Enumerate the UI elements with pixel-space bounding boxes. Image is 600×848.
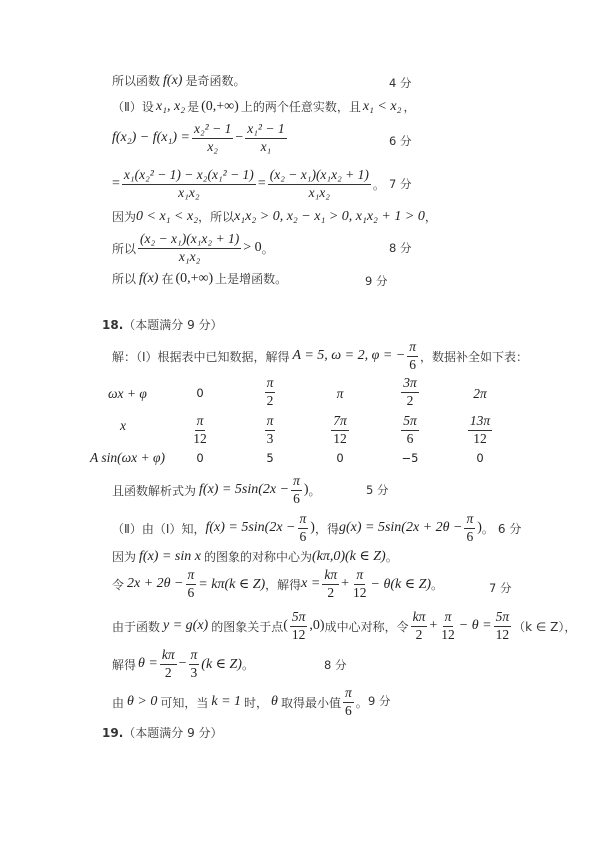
math: x = [301, 576, 321, 592]
text: 所以 [112, 241, 137, 256]
function-expression [112, 474, 321, 507]
score-8: 8 分 [324, 658, 347, 672]
fraction [494, 610, 512, 643]
denominator: 12 [291, 626, 306, 642]
math: = [112, 176, 120, 192]
fraction [268, 168, 371, 201]
math: ) [477, 520, 482, 536]
solve-theta [112, 648, 254, 681]
math: (k ∈ Z) [201, 656, 242, 672]
numerator: π [265, 414, 276, 431]
numerator: x₁(x₂² − 1) − x₂(x₁² − 1) [122, 168, 256, 185]
cell [170, 414, 230, 447]
numerator: π [186, 568, 197, 585]
denominator: x₁x₂ [308, 184, 330, 200]
numerator: (x₂ − x₁)(x₁x₂ + 1) [138, 232, 241, 249]
text: ， [403, 100, 416, 114]
text: 因为 [112, 210, 137, 224]
minimum-theta [112, 686, 368, 719]
denominator: 2 [164, 664, 172, 680]
fraction [298, 512, 309, 545]
score-7: 7 分 [389, 177, 412, 191]
denominator: 6 [299, 528, 307, 544]
math: θ [271, 694, 278, 710]
fraction [322, 568, 339, 601]
denominator: 6 [293, 490, 300, 506]
numerator: 3π [401, 376, 419, 393]
numerator: 5π [401, 414, 419, 431]
math: − θ = [458, 618, 492, 634]
numerator: π [291, 474, 302, 491]
numerator: kπ [160, 648, 177, 665]
cell: 0 [196, 386, 204, 400]
fraction [411, 610, 428, 643]
math: f(x₂) − f(x₁) = [112, 130, 190, 146]
math: ) [310, 520, 315, 536]
text: 的图象的对称中心为 [203, 550, 312, 564]
q19-heading [102, 724, 223, 741]
text: 上是增函数。 [215, 272, 288, 286]
numerator: x₁² − 1 [245, 122, 286, 139]
fraction [464, 512, 475, 545]
score-8: 8 分 [389, 241, 412, 255]
text: 是 [187, 100, 200, 114]
text: 。 [308, 483, 321, 498]
denominator: x₂ [207, 138, 218, 154]
fraction [186, 568, 197, 601]
math: > 0 [243, 240, 262, 256]
denominator: 2 [406, 392, 414, 408]
math: f(x) = 5sin(2x − [199, 482, 290, 498]
math: = [257, 176, 266, 192]
question-points: （本题满分 9 分） [123, 318, 223, 332]
equation-difference [112, 122, 289, 155]
numerator: (x₂ − x₁)(x₁x₂ + 1) [268, 168, 371, 185]
numerator: kπ [322, 568, 339, 585]
numerator: π [189, 648, 200, 665]
fraction [192, 122, 233, 155]
math: (0,+∞) [201, 98, 239, 114]
text: 由于函数 [112, 619, 161, 634]
text: ，得 [314, 521, 339, 536]
denominator: 6 [187, 584, 195, 600]
denominator: x₁x₂ [178, 248, 201, 264]
text: 。 [261, 241, 274, 256]
question-points: （本题满分 9 分） [123, 726, 223, 740]
math: − [178, 656, 187, 672]
math: k = 1 [211, 694, 242, 710]
cell: 0 [476, 451, 484, 465]
cell [240, 414, 300, 447]
math: f(x) [163, 72, 183, 88]
math: (kπ,0)(k ∈ Z) [311, 549, 386, 564]
cell [310, 414, 370, 447]
score-6: 6 分 [389, 134, 412, 148]
numerator: π [298, 512, 309, 529]
denominator: 12 [441, 626, 455, 642]
part2-setup [112, 98, 415, 115]
denominator: 6 [344, 702, 352, 718]
math: (0,+∞) [175, 270, 214, 286]
cell: 0 [196, 451, 204, 465]
text: 解：（Ⅰ）根据表中已知数据，解得 [112, 349, 290, 364]
text: 。 [481, 521, 494, 536]
equation-simplified [112, 168, 385, 201]
text: ，所以 [198, 210, 235, 224]
question-number: 18. [102, 317, 124, 332]
math: 0 < x₁ < x₂ [136, 208, 199, 224]
text: 。 [385, 550, 398, 564]
text: 是奇函数。 [185, 74, 246, 88]
text: 因为 [112, 550, 137, 564]
numerator: 5π [494, 610, 512, 627]
math: 2x + 2θ − [127, 576, 184, 592]
score-7: 7 分 [489, 581, 512, 595]
text: 且函数解析式为 [112, 483, 197, 498]
cell [240, 376, 300, 409]
text: 解得 [112, 657, 137, 672]
fraction [245, 122, 286, 155]
math: x₁ < x₂ [362, 98, 402, 114]
math: = kπ(k ∈ Z) [198, 576, 266, 592]
text: 可知，当 [160, 695, 209, 710]
cell [380, 376, 440, 409]
denominator: 3 [190, 664, 198, 680]
text: 在 [161, 272, 174, 286]
text: ，解得 [265, 577, 302, 592]
score-9: 9 分 [365, 274, 388, 288]
score-4: 4 分 [389, 76, 412, 90]
denominator: 12 [495, 626, 510, 642]
math: ( [283, 618, 288, 634]
symmetry-center-statement [112, 548, 398, 565]
math: θ > 0 [127, 694, 158, 710]
denominator: 3 [266, 430, 274, 446]
denominator: 6 [409, 356, 417, 372]
text: 令 [112, 577, 125, 592]
cell: 5 [266, 451, 274, 465]
math: x₁x₂ > 0, x₂ − x₁ > 0, x₁x₂ + 1 > 0 [234, 208, 425, 224]
denominator: 12 [193, 430, 207, 446]
math: f(x) [139, 270, 159, 286]
fraction [343, 686, 354, 719]
numerator: π [343, 686, 354, 703]
numerator: π [195, 414, 206, 431]
fraction [160, 648, 177, 681]
numerator: π [464, 512, 475, 529]
question-number: 19. [102, 725, 124, 740]
text: 。 [355, 695, 368, 710]
fraction [291, 474, 302, 507]
score-9: 9 分 [368, 694, 391, 708]
numerator: 7π [331, 414, 349, 431]
q18-heading [102, 316, 223, 333]
part2-g-derivation [112, 512, 521, 545]
text: 所以 [112, 272, 137, 286]
cell [380, 414, 440, 447]
math: θ = [138, 656, 158, 672]
fraction [407, 340, 418, 373]
denominator: x₁ [260, 138, 272, 154]
math: x₁, x₂ [155, 98, 186, 114]
numerator: π [407, 340, 418, 357]
q18-solution-intro [112, 340, 528, 373]
part-label: （Ⅱ）设 [112, 100, 154, 114]
math: − [235, 130, 244, 146]
cell: 2π [473, 386, 487, 401]
numerator: π [443, 610, 454, 627]
math: ) [303, 482, 309, 498]
text: ，数据补全如下表： [420, 349, 529, 364]
text: ， [424, 210, 437, 224]
increasing-conclusion [112, 270, 287, 287]
numerator: 5π [290, 610, 308, 627]
text: 。 [372, 177, 385, 192]
math: + [429, 618, 438, 634]
math: A = 5, ω = 2, φ = − [292, 348, 406, 364]
text: 由 [112, 695, 125, 710]
row-label-value: A sin(ωx + φ) [90, 450, 165, 465]
math: ,0) [309, 618, 325, 634]
fraction [351, 568, 369, 601]
fraction [122, 168, 256, 201]
cell [450, 414, 510, 447]
math: f(x) = 5sin(2x − [205, 520, 296, 536]
math: + [341, 576, 350, 592]
text: 的图象关于点 [211, 619, 284, 634]
text: 所以函数 [112, 74, 161, 88]
denominator: 2 [327, 584, 335, 600]
score-6: 6 分 [497, 521, 522, 536]
numerator: x₂² − 1 [192, 122, 233, 139]
so-statement [112, 232, 274, 265]
text: 上的两个任意实数，且 [240, 100, 361, 114]
denominator: 6 [406, 430, 414, 446]
text: （k ∈ Z）， [513, 619, 577, 634]
denominator: 6 [466, 528, 474, 544]
because-statement [112, 208, 437, 225]
text: 。 [241, 657, 254, 672]
math: − θ(k ∈ Z) [370, 576, 432, 592]
fraction [138, 232, 241, 265]
denominator: 12 [473, 430, 487, 446]
row-label-x: x [120, 418, 126, 433]
denominator: 12 [333, 430, 347, 446]
score-5: 5 分 [366, 483, 389, 497]
row-label-phase: ωx + φ [108, 386, 147, 401]
fraction [290, 610, 308, 643]
numerator: kπ [411, 610, 428, 627]
fraction [189, 648, 200, 681]
denominator: 12 [353, 584, 367, 600]
math: g(x) = 5sin(2x + 2θ − [338, 520, 463, 536]
numerator: π [354, 568, 365, 585]
denominator: 2 [415, 626, 423, 642]
text: 。 [431, 577, 444, 592]
denominator: 2 [266, 392, 274, 408]
numerator: π [265, 376, 276, 393]
cell: 0 [336, 451, 344, 465]
odd-function-conclusion [112, 72, 245, 89]
cell: π [336, 386, 344, 401]
let-equation [112, 568, 443, 601]
part-label: （Ⅱ）由（Ⅰ）知， [112, 521, 206, 536]
numerator: 13π [468, 414, 492, 431]
text: 取得最小值 [280, 695, 341, 710]
denominator: x₁x₂ [178, 184, 200, 200]
math: y = g(x) [163, 618, 209, 634]
fraction [439, 610, 457, 643]
math: f(x) = sin x [139, 548, 201, 564]
since-symmetric-statement [112, 610, 576, 643]
cell: −5 [401, 451, 419, 465]
text: 成中心对称，令 [324, 619, 409, 634]
text: 时， [244, 695, 269, 710]
